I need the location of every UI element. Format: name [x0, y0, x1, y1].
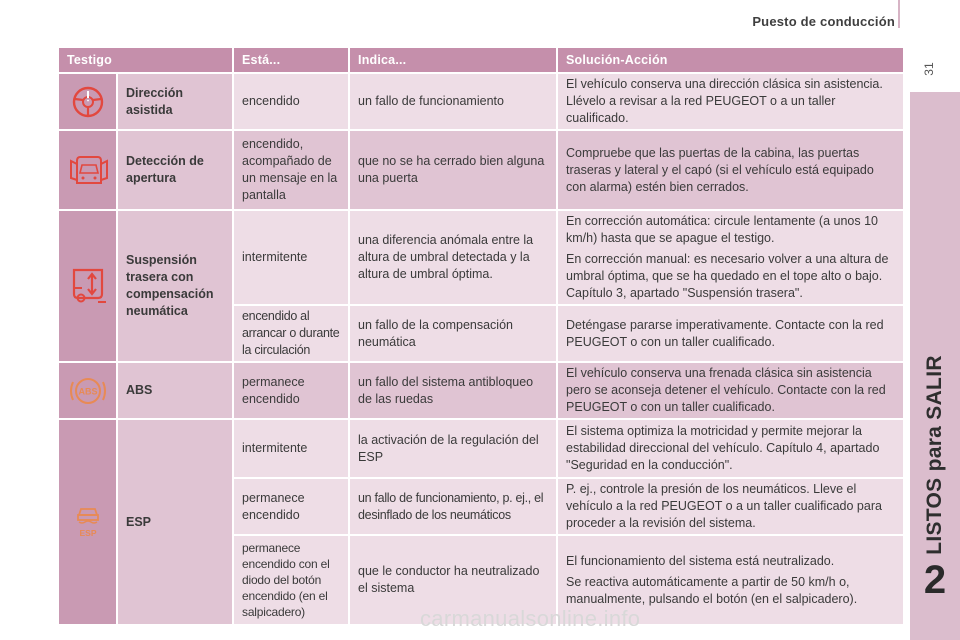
table-header-row [59, 48, 903, 72]
esta-cell: intermitente [234, 211, 348, 304]
esta-cell: permanece encendido [234, 363, 348, 418]
indica-cell: un fallo de la compensación neumática [350, 306, 556, 361]
solucion-cell: Compruebe que las puertas de la cabina, las puertas traseras y lateral y el capó (si el vehículo está equipado con alarma) estén bien cerrados. [558, 131, 903, 209]
solucion-cell [558, 211, 903, 304]
watermark: carmanualsonline.info [420, 606, 641, 631]
solucion-cell: P. ej., controle la presión de los neumáticos. Lleve el vehículo a la red PEUGEOT o a un taller cualificado para proceder a la revisión del sistema. [558, 479, 903, 534]
table-row [59, 74, 903, 129]
solucion-cell: El vehículo conserva una dirección clásica sin asistencia. Llévelo a revisar a la red PEUGEOT o a un taller cualificado. [558, 74, 903, 129]
icon-cell [59, 211, 116, 361]
table-row [59, 363, 903, 418]
header-divider [898, 0, 900, 28]
page-number: 31 [922, 62, 936, 76]
esta-cell: encendido al arrancar o durante la circulación [234, 306, 348, 361]
column-header-indica: Indica... [350, 48, 556, 72]
door-open-icon [68, 152, 108, 188]
indica-cell: la activación de la regulación del ESP [350, 420, 556, 477]
indica-cell: un fallo de funcionamiento [350, 74, 556, 129]
indica-cell: que no se ha cerrado bien alguna una puerta [350, 131, 556, 209]
warning-name: ABS [118, 363, 232, 418]
page-section-title: Puesto de conducción [752, 14, 895, 29]
column-header-solucion: Solución-Acción [558, 48, 903, 72]
table-row [59, 420, 903, 477]
chapter-number: 2 [923, 558, 947, 602]
indica-cell: una diferencia anómala entre la altura de umbral detectada y la altura de umbral óptima. [350, 211, 556, 304]
indica-cell: un fallo del sistema antibloqueo de las ruedas [350, 363, 556, 418]
solucion-paragraph: El funcionamiento del sistema está neutralizado. [566, 553, 835, 568]
table-row [59, 211, 903, 304]
warning-name: Dirección asistida [118, 74, 232, 129]
esta-cell: permanece encendido con el diodo del botón encendido (en el salpicadero) [234, 536, 348, 624]
solucion-cell: El vehículo conserva una frenada clásica sin asistencia pero se aconseja detener el vehículo. Contacte con la red PEUGEOT o con un taller cualificado. [558, 363, 903, 418]
esta-cell: encendido, acompañado de un mensaje en la pantalla [234, 131, 348, 209]
esta-cell: permanece encendido [234, 479, 348, 534]
esta-cell: intermitente [234, 420, 348, 477]
icon-cell [59, 131, 116, 209]
esta-cell: encendido [234, 74, 348, 129]
solucion-paragraph: Se reactiva automáticamente a partir de 50 km/h o, manualmente, pulsando el botón (en el salpicadero). [566, 574, 858, 606]
solucion-paragraph: En corrección manual: es necesario volver a una altura de umbral óptima, que se ha quedado en el tope alto o bajo. Capítulo 3, apartado "Suspensión trasera". [566, 252, 889, 300]
indica-cell: que le conductor ha neutralizado el sistema [350, 536, 556, 624]
icon-cell [59, 74, 116, 129]
esp-icon-label: ESP [78, 528, 97, 538]
column-header-testigo: Testigo [59, 48, 232, 72]
abs-icon [67, 374, 109, 408]
chapter-title: LISTOS para SALIR [923, 355, 946, 555]
steering-warning-icon [68, 84, 108, 120]
abs-icon-label: ABS [78, 386, 98, 396]
table-row [59, 131, 903, 209]
esp-icon [73, 505, 103, 539]
indica-cell: un fallo de funcionamiento, p. ej., el desinflado de los neumáticos [350, 479, 556, 534]
solucion-cell: El sistema optimiza la motricidad y permite mejorar la estabilidad direccional del vehículo. Capítulo 4, apartado "Seguridad en la conducción". [558, 420, 903, 477]
warning-name: Suspensión trasera con compensación neumática [118, 211, 232, 361]
warning-name: Detección de apertura [118, 131, 232, 209]
column-header-esta: Está... [234, 48, 348, 72]
solucion-cell: Deténgase pararse imperativamente. Contacte con la red PEUGEOT o con un taller cualificado. [558, 306, 903, 361]
warning-name: ESP [118, 420, 232, 624]
warning-lights-table [57, 46, 905, 626]
icon-cell [59, 363, 116, 418]
suspension-icon [68, 266, 108, 306]
solucion-paragraph: En corrección automática: circule lentamente (a unos 10 km/h) hasta que se apague el testigo. [566, 214, 878, 245]
icon-cell [59, 420, 116, 624]
